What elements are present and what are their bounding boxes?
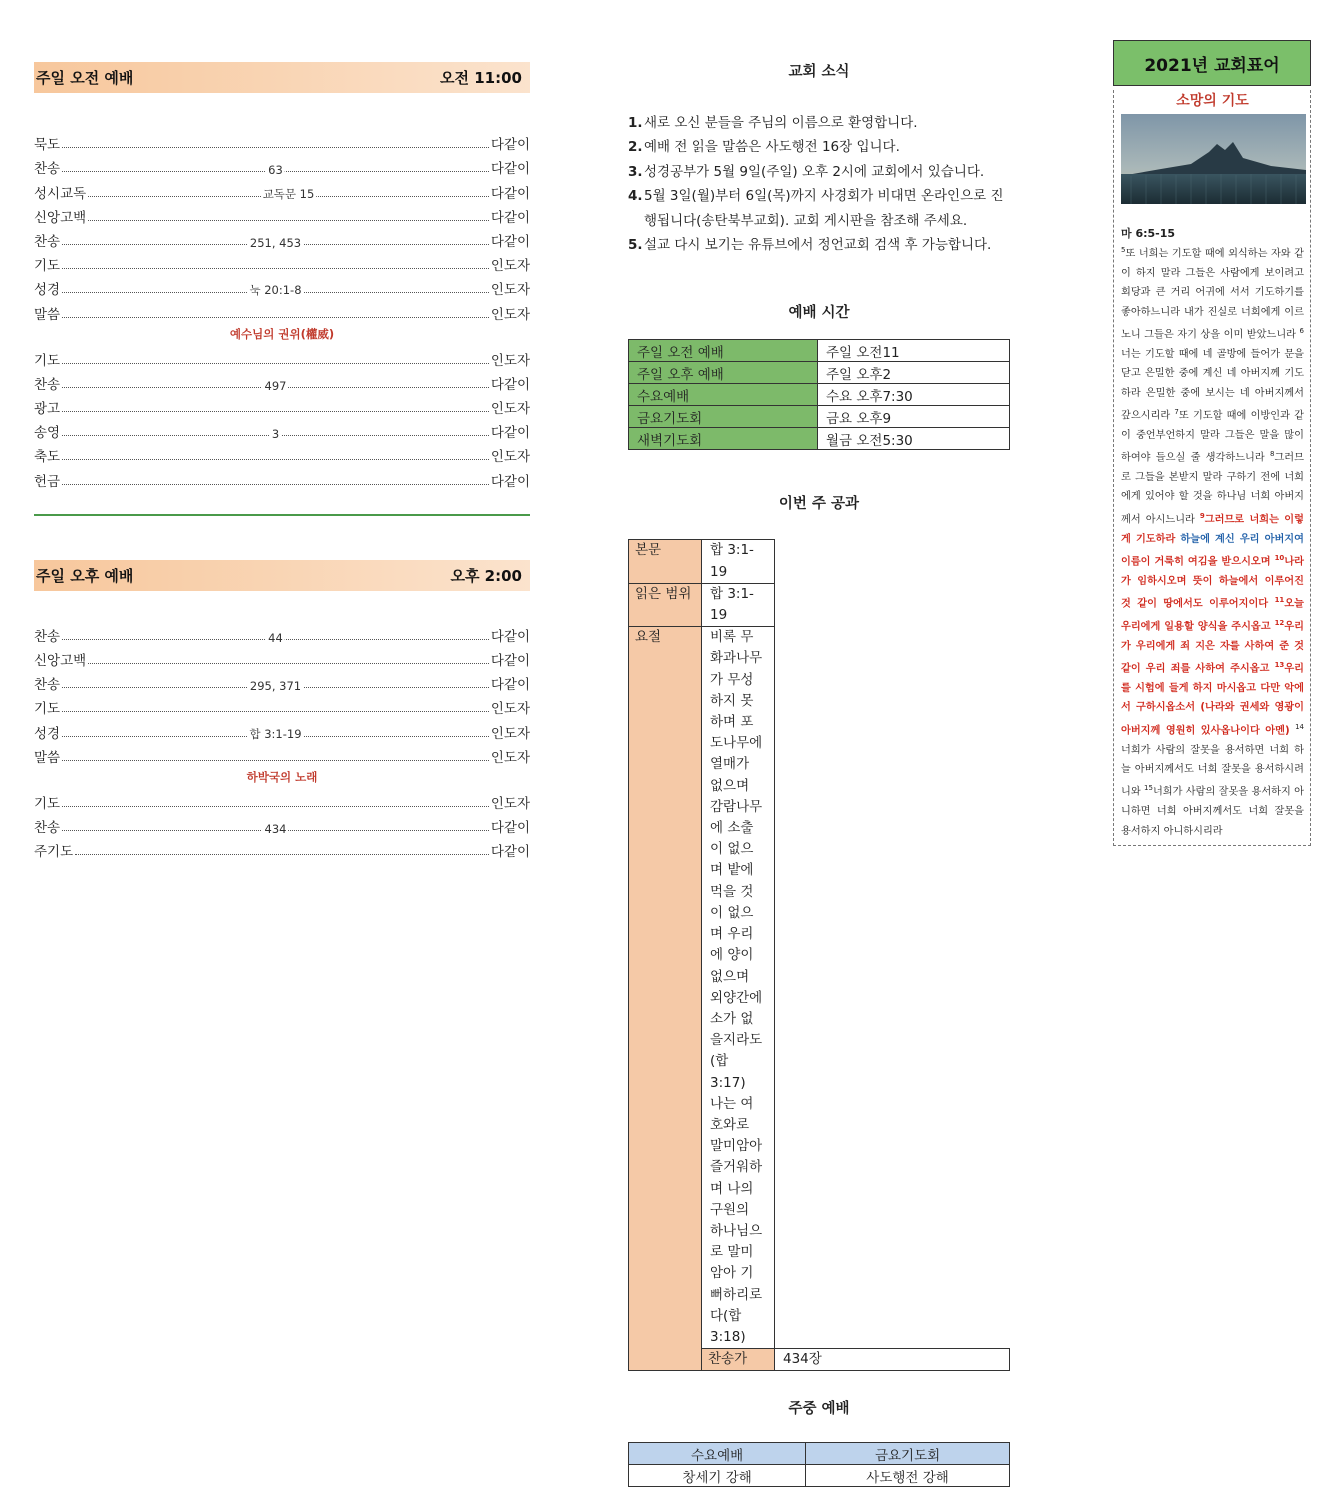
dot-leader [62, 283, 489, 298]
midweek-header-cell: 금요기도회 [806, 1443, 1010, 1465]
order-item-leader: 인도자 [490, 258, 530, 275]
order-row [34, 369, 530, 393]
order-item-label: 기도 [34, 795, 61, 812]
verse-segment: 그러므로 그들을 본받지 말라 구하기 전에 너희에게 있어야 할 것을 하나님 너희 아버지께서 아시느니라 [1121, 452, 1304, 526]
verse-segment: 나라가 임하시오며 뜻이 하늘에서 이루어진 것 같이 땅에서도 이루어지이다 [1121, 556, 1304, 610]
times-value-cell: 주일 오전11 [818, 340, 1010, 362]
midweek-value-cell: 창세기 강해 [629, 1465, 806, 1487]
order-item-detail: 63 [268, 163, 283, 178]
sermon-title: 하박국의 노래 [246, 769, 318, 784]
sermon-title: 예수님의 권위(權威) [229, 326, 335, 341]
dot-leader [62, 679, 489, 694]
order-row [34, 274, 530, 298]
dot-leader [62, 411, 489, 412]
order-row [34, 177, 530, 201]
order-row [34, 345, 530, 369]
order-row [34, 129, 530, 153]
order-item-label: 성시교독 [34, 185, 87, 202]
times-title: 예배 시간 [788, 305, 850, 322]
dot-leader [62, 427, 489, 442]
order-item-label: 신앙고백 [34, 209, 87, 226]
verse-number: 14 [1295, 722, 1304, 731]
order-item-leader: 다같이 [490, 653, 530, 669]
pm-service-header [34, 560, 530, 591]
times-value-cell: 금요 오후9 [818, 406, 1010, 428]
dot-leader [62, 268, 489, 269]
order-item-leader: 인도자 [490, 352, 530, 369]
order-item-leader: 다같이 [490, 376, 530, 393]
study-key-cell: 요절 [629, 627, 702, 1371]
order-item-label: 찬송 [34, 161, 61, 178]
midweek-header-cell: 수요예배 [629, 1443, 806, 1465]
times-row [629, 384, 1010, 406]
order-item-label: 말씀 [34, 306, 61, 323]
order-item-leader: 인도자 [490, 725, 530, 742]
pm-order-list [34, 621, 530, 861]
study-row [629, 583, 1010, 626]
news-item [628, 184, 1010, 233]
study-row [629, 627, 1010, 1349]
dot-leader [62, 363, 489, 364]
verse-18-text: 나는 여호와로 말미암아 즐거워하며 나의 구원의 하나님으로 말미암아 기뻐하리로다(합 3:18) [710, 1095, 763, 1345]
dot-leader [62, 630, 489, 645]
verse-number: 8 [1270, 450, 1275, 459]
dot-leader [62, 235, 489, 250]
order-item-label: 말씀 [34, 749, 61, 766]
order-item-label: 광고 [34, 401, 61, 418]
verse-segment: 너희가 사람의 잘못을 용서하지 아니하면 너희 아버지께서도 너희 잘못을 용서하지 아니하시리라 [1121, 786, 1305, 837]
scripture-text [1121, 241, 1304, 841]
news-text: 새로 오신 분들을 주님의 이름으로 환영합니다. [644, 115, 918, 131]
order-item-detail: 434 [264, 822, 287, 837]
verse-number: 11 [1274, 596, 1285, 605]
dot-leader [62, 459, 489, 460]
order-item-leader: 인도자 [490, 449, 530, 466]
times-value-cell: 주일 오후2 [818, 362, 1010, 384]
order-row [34, 465, 530, 489]
dot-leader [62, 147, 489, 148]
news-title: 교회 소식 [788, 64, 850, 80]
order-item-leader: 다같이 [490, 628, 530, 645]
news-item [628, 135, 1010, 159]
times-service-cell: 주일 오후 예배 [629, 362, 818, 384]
info-column [628, 60, 1010, 1487]
order-item-label: 송영 [34, 425, 61, 442]
verse-segment: 하늘에 계신 우리 아버지여 [1180, 533, 1304, 545]
verse-number: 9 [1199, 511, 1205, 520]
order-item-label: 성경 [34, 282, 61, 299]
dot-leader [75, 854, 489, 855]
pm-service-time: 오후 2:00 [450, 566, 522, 585]
study-table [628, 539, 1010, 1371]
order-item-leader: 다같이 [490, 233, 530, 250]
order-row [34, 250, 530, 274]
news-item [628, 111, 1010, 135]
times-row [629, 340, 1010, 362]
order-item-leader: 다같이 [490, 425, 530, 442]
times-service-cell: 새벽기도회 [629, 428, 818, 450]
order-item-detail: 3 [271, 427, 280, 442]
order-item-label: 주기도 [34, 844, 74, 861]
order-item-leader: 다같이 [490, 209, 530, 226]
order-row [34, 812, 530, 836]
am-service-time: 오전 11:00 [440, 69, 522, 87]
motto-banner: 2021년 교회표어 [1113, 40, 1311, 86]
order-item-detail: 295, 371 [249, 679, 302, 694]
news-number: 3. [628, 163, 643, 180]
times-value-cell: 월금 오전5:30 [818, 428, 1010, 450]
order-item-leader: 인도자 [490, 795, 530, 812]
order-item-label: 신앙고백 [34, 653, 87, 669]
order-item-detail: 교독문 15 [262, 186, 315, 201]
order-item-label: 기도 [34, 258, 61, 275]
mountain-landscape-image [1121, 114, 1306, 204]
news-item [628, 160, 1010, 184]
order-row [34, 788, 530, 812]
order-item-leader: 다같이 [490, 185, 530, 202]
news-number: 5. [628, 237, 643, 254]
news-list [628, 111, 1010, 257]
study-value-cell: 합 3:1-19 [702, 583, 775, 626]
order-item-detail: 44 [268, 630, 283, 645]
verse-number: 12 [1274, 619, 1285, 628]
dot-leader [62, 760, 489, 761]
order-row [34, 645, 530, 669]
order-row [34, 717, 530, 741]
order-item-label: 찬송 [34, 628, 61, 645]
study-key-cell: 읽은 범위 [629, 583, 702, 626]
order-row [34, 742, 530, 766]
times-service-cell: 수요예배 [629, 384, 818, 406]
times-service-cell: 주일 오전 예배 [629, 340, 818, 362]
study-value-cell: 합 3:1-19 [702, 540, 775, 583]
study-key-cell: 찬송가 [702, 1349, 775, 1371]
midweek-header-row [629, 1443, 1010, 1465]
midweek-title: 주중 예배 [788, 1401, 850, 1418]
verse-number: 7 [1174, 408, 1179, 417]
verse-segment: 또 기도할 때에 이방인과 같이 중언부언하지 말라 그들은 말을 많이 하여야 들으실 줄 생각하느니라 [1121, 410, 1304, 464]
order-item-label: 헌금 [34, 473, 61, 490]
order-row [34, 693, 530, 717]
order-item-leader: 인도자 [490, 401, 530, 418]
am-order-list [34, 129, 530, 490]
verse-segment: 너희가 사람의 잘못을 용서하면 너희 하늘 아버지께서도 너희 잘못을 용서하시려니와 [1121, 744, 1304, 798]
motto-column [1113, 40, 1311, 846]
order-row [34, 621, 530, 645]
midweek-value-row [629, 1465, 1010, 1487]
order-item-label: 기도 [34, 701, 61, 718]
times-row [629, 362, 1010, 384]
scripture-reference: 마 6:5-15 [1121, 227, 1176, 240]
study-row [629, 540, 1010, 583]
order-item-leader: 다같이 [490, 161, 530, 178]
news-text: 예배 전 읽을 말씀은 사도행전 16장 입니다. [644, 139, 900, 156]
times-table [628, 339, 1010, 450]
order-item-leader: 다같이 [490, 473, 530, 490]
pm-service-title: 주일 오후 예배 [36, 566, 134, 585]
news-text: 설교 다시 보기는 유튜브에서 정언교회 검색 후 가능합니다. [644, 237, 992, 254]
dot-leader [62, 711, 489, 712]
times-value-cell: 수요 오후7:30 [818, 384, 1010, 406]
order-row [34, 836, 530, 860]
dot-leader [88, 186, 489, 201]
times-service-cell: 금요기도회 [629, 406, 818, 428]
order-item-detail: 251, 453 [249, 235, 302, 250]
order-row [34, 393, 530, 417]
study-value-cell [702, 627, 775, 1349]
news-text: 5월 3일(월)부터 6일(목)까지 사경회가 비대면 온라인으로 진행됩니다(송탄북부교회). 교회 게시판을 참조해 주세요. [644, 188, 1004, 229]
verse-segment: 이름이 거룩히 여김을 받으시오며 [1121, 556, 1275, 568]
order-row [34, 153, 530, 177]
verse-segment: 또 너희는 기도할 때에 외식하는 자와 같이 하지 말라 그들은 사람에게 보이려고 회당과 큰 거리 어귀에 서서 기도하기를 좋아하느니라 내가 진실로 너희에게 이르노니 그들은 자기 상을 이미 받았느니라 [1121, 248, 1304, 341]
verse-17-text: 비록 무화과나무가 무성하지 못하며 포도나무에 열매가 없으며 감람나무에 소출이 없으며 밭에 먹을 것이 없으며 우리에 양이 없으며 외양간에 소가 없을지라도(합 3:17) [710, 629, 763, 1091]
dot-leader [62, 163, 489, 178]
order-item-label: 축도 [34, 449, 61, 466]
order-item-label: 기도 [34, 352, 61, 369]
news-text: 성경공부가 5월 9일(주일) 오후 2시에 교회에서 있습니다. [644, 163, 985, 180]
verse-number: 6 [1299, 327, 1304, 336]
study-title: 이번 주 공과 [778, 496, 860, 513]
order-item-label: 성경 [34, 725, 61, 742]
verse-number: 15 [1144, 784, 1153, 793]
verse-number: 13 [1274, 661, 1285, 670]
verse-segment: 오늘 우리에게 일용할 양식을 주시옵고 [1121, 598, 1304, 633]
order-row [34, 669, 530, 693]
dot-leader [62, 484, 489, 485]
order-item-leader: 인도자 [490, 282, 530, 299]
news-number: 1. [628, 115, 643, 131]
dot-leader [62, 317, 489, 318]
order-item-leader: 다같이 [490, 820, 530, 837]
dot-leader [88, 220, 489, 221]
order-item-leader: 인도자 [490, 306, 530, 323]
order-item-label: 찬송 [34, 233, 61, 250]
midweek-value-cell: 사도행전 강해 [806, 1465, 1010, 1487]
verse-segment: 그러므로 너희는 이렇게 기도하라 [1121, 514, 1304, 545]
prayer-title: 소망의 기도 [1176, 93, 1249, 109]
am-service-title: 주일 오전 예배 [36, 69, 134, 87]
order-item-label: 찬송 [34, 677, 61, 694]
order-item-label: 묵도 [34, 137, 61, 154]
midweek-table [628, 1442, 1010, 1487]
order-row [34, 417, 530, 441]
dot-leader [62, 822, 489, 837]
order-row [34, 441, 530, 465]
order-row [34, 202, 530, 226]
news-item [628, 233, 1010, 257]
times-row [629, 406, 1010, 428]
motto-box [1113, 90, 1311, 846]
order-row [34, 298, 530, 322]
order-item-detail: 합 3:1-19 [249, 726, 302, 741]
order-item-detail: 눅 20:1-8 [249, 283, 302, 298]
times-row [629, 428, 1010, 450]
dot-leader [62, 726, 489, 741]
order-item-leader: 인도자 [490, 749, 530, 766]
dot-leader [62, 806, 489, 807]
verse-number: 10 [1274, 554, 1285, 563]
section-divider [34, 514, 530, 516]
order-item-label: 찬송 [34, 376, 61, 393]
order-item-leader: 인도자 [490, 701, 530, 718]
news-number: 2. [628, 139, 643, 156]
order-row [34, 226, 530, 250]
order-item-detail: 497 [264, 378, 287, 393]
study-key-cell: 본문 [629, 540, 702, 583]
order-item-leader: 다같이 [490, 844, 530, 861]
order-item-leader: 다같이 [490, 677, 530, 694]
verse-segment: 우리가 우리에게 죄 지은 자를 사하여 준 것 같이 우리 죄를 사하여 주시옵고 [1121, 621, 1304, 675]
am-service-header [34, 62, 530, 93]
dot-leader [62, 378, 489, 393]
study-value-cell: 434장 [775, 1349, 1010, 1371]
verse-segment: 우리를 시험에 들게 하지 마시옵고 다만 악에서 구하시옵소서 (나라와 권세와 영광이 아버지께 영원히 있사옵나이다 아멘) [1121, 663, 1304, 737]
dot-leader [88, 663, 489, 664]
order-item-label: 찬송 [34, 820, 61, 837]
news-number: 4. [628, 188, 643, 205]
order-of-worship-column [34, 62, 530, 860]
verse-number: 5 [1121, 246, 1126, 254]
verse-segment: 너는 기도할 때에 네 골방에 들어가 문을 닫고 은밀한 중에 계신 네 아버지께 기도하라 은밀한 중에 보시는 네 아버지께서 갚으시리라 [1121, 348, 1304, 422]
order-item-leader: 다같이 [490, 137, 530, 154]
